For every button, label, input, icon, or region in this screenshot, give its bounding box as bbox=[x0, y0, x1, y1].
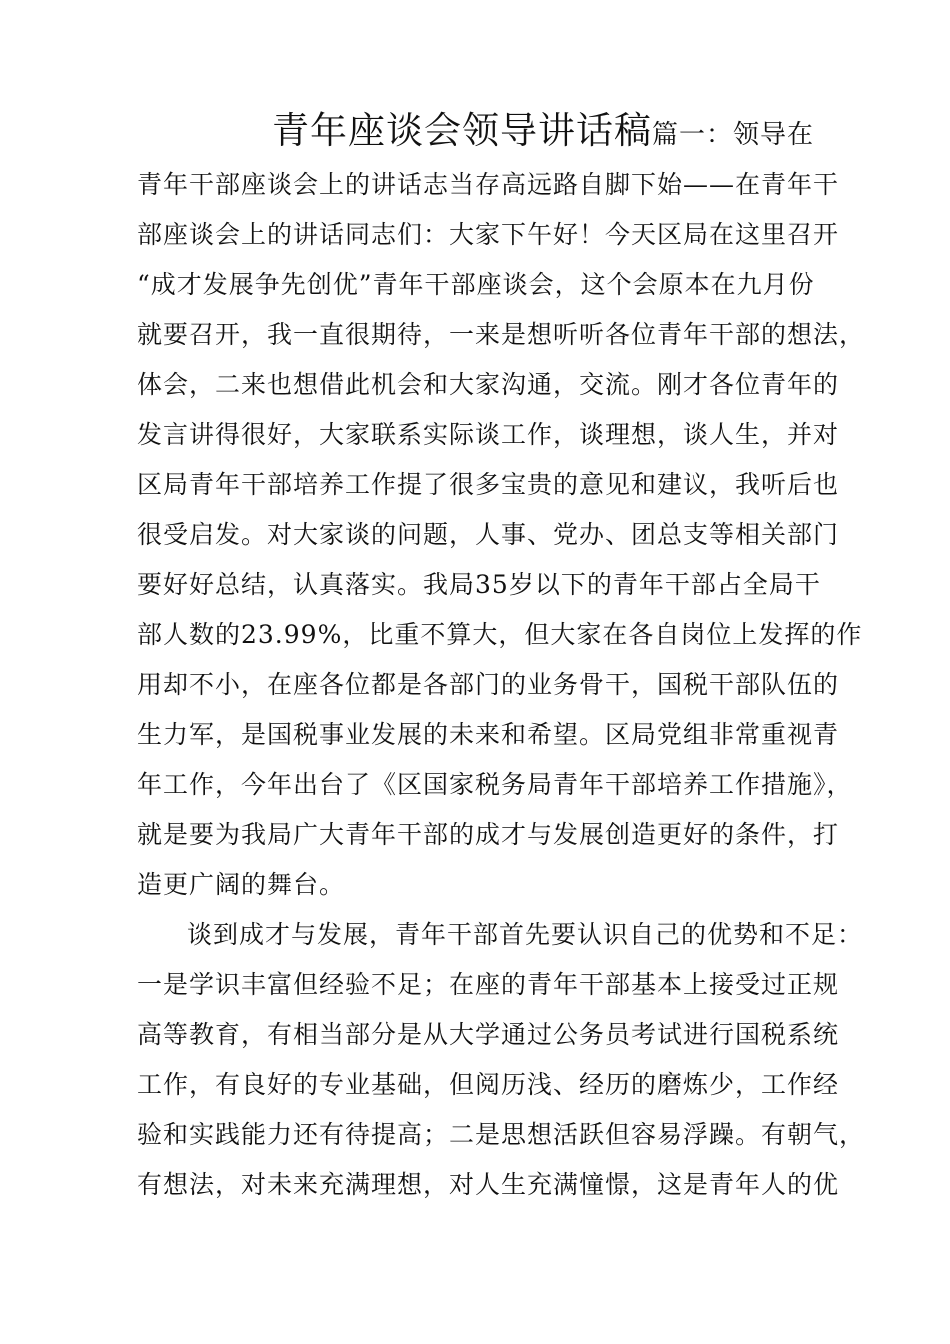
body-line: “成才发展争先创优”青年干部座谈会，这个会原本在九月份 bbox=[137, 270, 815, 299]
body-line: 用却不小，在座各位都是各部门的业务骨干，国税干部队伍的 bbox=[137, 670, 840, 699]
body-line: 区局青年干部培养工作提了很多宝贵的意见和建议，我听后也 bbox=[137, 470, 840, 499]
body-line: 要好好总结，认真落实。我局35岁以下的青年干部占全局干 bbox=[137, 570, 821, 599]
body-line: 验和实践能力还有待提高；二是思想活跃但容易浮躁。有朝气， bbox=[137, 1120, 866, 1149]
document-subtitle: 篇一：领导在 bbox=[652, 120, 815, 150]
body-line: 一是学识丰富但经验不足；在座的青年干部基本上接受过正规 bbox=[137, 970, 840, 999]
body-line: 有想法，对未来充满理想，对人生充满憧憬，这是青年人的优 bbox=[137, 1170, 840, 1199]
paragraph-first-line: 谈到成才与发展，青年干部首先要认识自己的优势和不足： bbox=[187, 920, 864, 949]
body-line: 很受启发。对大家谈的问题，人事、党办、团总支等相关部门 bbox=[137, 520, 840, 549]
body-line: 就要召开，我一直很期待，一来是想听听各位青年干部的想法， bbox=[137, 320, 866, 349]
body-line: 就是要为我局广大青年干部的成才与发展创造更好的条件，打 bbox=[137, 820, 840, 849]
body-line: 年工作，今年出台了《区国家税务局青年干部培养工作措施》， bbox=[137, 770, 853, 799]
body-line: 工作，有良好的专业基础，但阅历浅、经历的磨炼少，工作经 bbox=[137, 1070, 840, 1099]
body-line: 青年干部座谈会上的讲话志当存高远路自脚下始——在青年干 bbox=[137, 170, 840, 199]
body-line: 部座谈会上的讲话同志们：大家下午好！今天区局在这里召开 bbox=[137, 220, 840, 249]
title-line bbox=[272, 100, 814, 154]
document-title: 青年座谈会领导讲话稿 bbox=[272, 109, 652, 152]
body-line: 发言讲得很好，大家联系实际谈工作，谈理想，谈人生，并对 bbox=[137, 420, 840, 449]
body-line: 高等教育，有相当部分是从大学通过公务员考试进行国税系统 bbox=[137, 1020, 840, 1049]
body-line: 造更广阔的舞台。 bbox=[137, 870, 346, 899]
body-line: 生力军，是国税事业发展的未来和希望。区局党组非常重视青 bbox=[137, 720, 840, 749]
body-line: 体会，二来也想借此机会和大家沟通，交流。刚才各位青年的 bbox=[137, 370, 840, 399]
body-line: 部人数的23.99%，比重不算大，但大家在各自岗位上发挥的作 bbox=[137, 620, 863, 649]
